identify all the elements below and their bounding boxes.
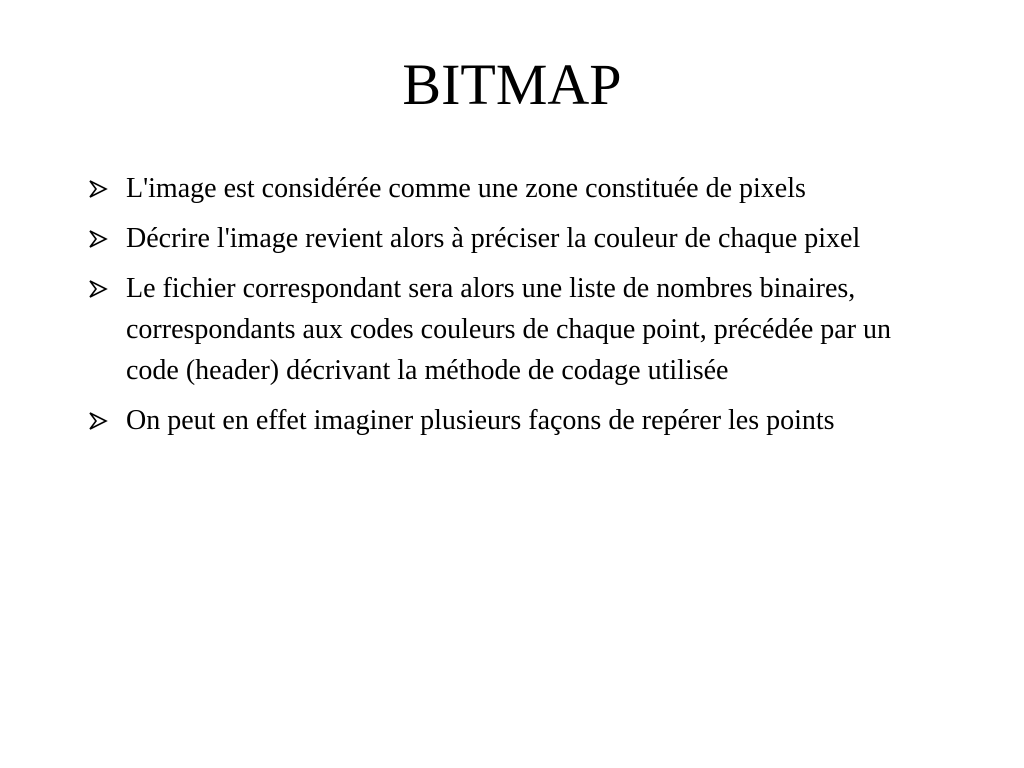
bullet-text: Décrire l'image revient alors à préciser la couleur de chaque pixel <box>126 223 861 254</box>
bullet-list <box>88 168 938 450</box>
arrowhead-bullet-icon <box>88 268 126 309</box>
bullet-text: Le fichier correspondant sera alors une liste de nombres binaires, correspondants aux codes couleurs de chaque point, précédée par un code (header) décrivant la méthode de codage utilisée <box>126 273 892 386</box>
bullet-item <box>88 400 938 441</box>
slide-title: BITMAP <box>402 52 622 117</box>
bullet-item <box>88 268 938 391</box>
bullet-text: On peut en effet imaginer plusieurs façons de repérer les points <box>126 405 835 436</box>
bullet-item <box>88 168 938 209</box>
bullet-text: L'image est considérée comme une zone constituée de pixels <box>126 173 806 204</box>
arrowhead-bullet-icon <box>88 218 126 259</box>
arrowhead-bullet-icon <box>88 168 126 209</box>
arrowhead-bullet-icon <box>88 400 126 441</box>
bullet-item <box>88 218 938 259</box>
